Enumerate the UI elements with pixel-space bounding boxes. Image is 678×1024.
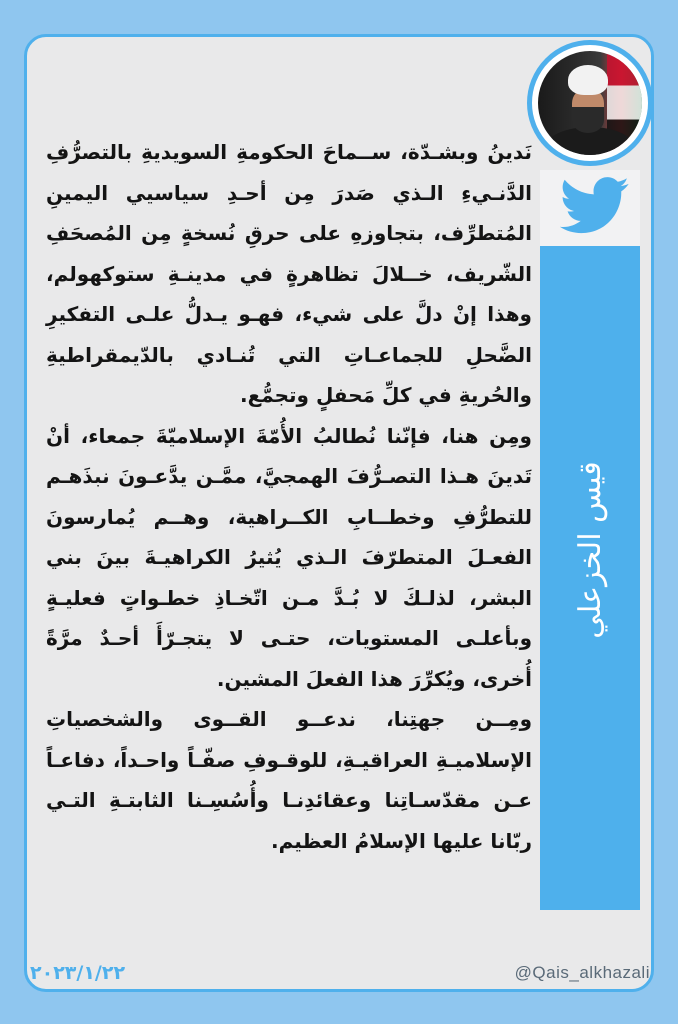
paragraph: ومِــن جهتِنا، ندعــو القــوى والشخصياتِ الإسلاميـةِ العراقيـةِ، للوقـوفِ صفّـاً واحـداً، دفاعـاً عـن مقدّسـاتِنا وعقائدِنـا وأُسُسِـنا الثابتـةِ التـي ربّانا عليها الإسلامُ العظيم. <box>46 707 532 853</box>
profile-photo <box>538 51 642 155</box>
paragraph: نَدينُ وبشـدّة، ســماحَ الحكومةِ السويديةِ بالتصرُّفِ الدَّنـيءِ الـذي صَدرَ مِن أحـدِ سياسيي اليمينِ المُتطرِّف، بتجاوزهِ على حرقِ نُسخةٍ مِن المُصحَفِ الشّريف، خــلالَ تظاهرةٍ في مدينـةِ ستوكهولم، وهذا إنْ دلَّ على شيء، فهـو يـدلُّ علـى التفكيرِ الضَّحلِ للجماعـاتِ التي تُنـادي بالدّيمقراطيةِ والحُريةِ في كلِّ مَحفلٍ وتجمُّع. <box>46 140 532 407</box>
twitter-bird-icon <box>560 176 630 236</box>
account-handle[interactable]: @Qais_alkhazali <box>514 963 650 982</box>
post-text <box>46 132 532 861</box>
signature-logo: قيس الخزعلي <box>572 461 608 639</box>
paragraph: ومِن هنا، فإنّنا نُطالبُ الأُمّةَ الإسلاميّةَ جمعاء، أنْ تَدينَ هـذا التصـرُّفَ الهمجيَّ، ممَّـن يدَّعـونَ نبذَهـم للتطرُّفِ وخطــابِ الكــراهية، وهــم يُمارسونَ الفعـلَ المتطرّفَ الـذي يُثيرُ الكراهيـةَ بينَ بني البشر، لذلـكَ لا بُـدَّ مـن اتّخـاذِ خطـواتٍ فعليـةٍ وبأعلـى المستويات، حتـى لا يتجـرّأَ أحـدٌ مرَّةً أُخرى، ويُكرِّرَ هذا الفعلَ المشين. <box>46 423 532 691</box>
avatar[interactable] <box>527 40 653 166</box>
post-date: ٢٠٢٣/١/٢٢ <box>30 962 126 984</box>
